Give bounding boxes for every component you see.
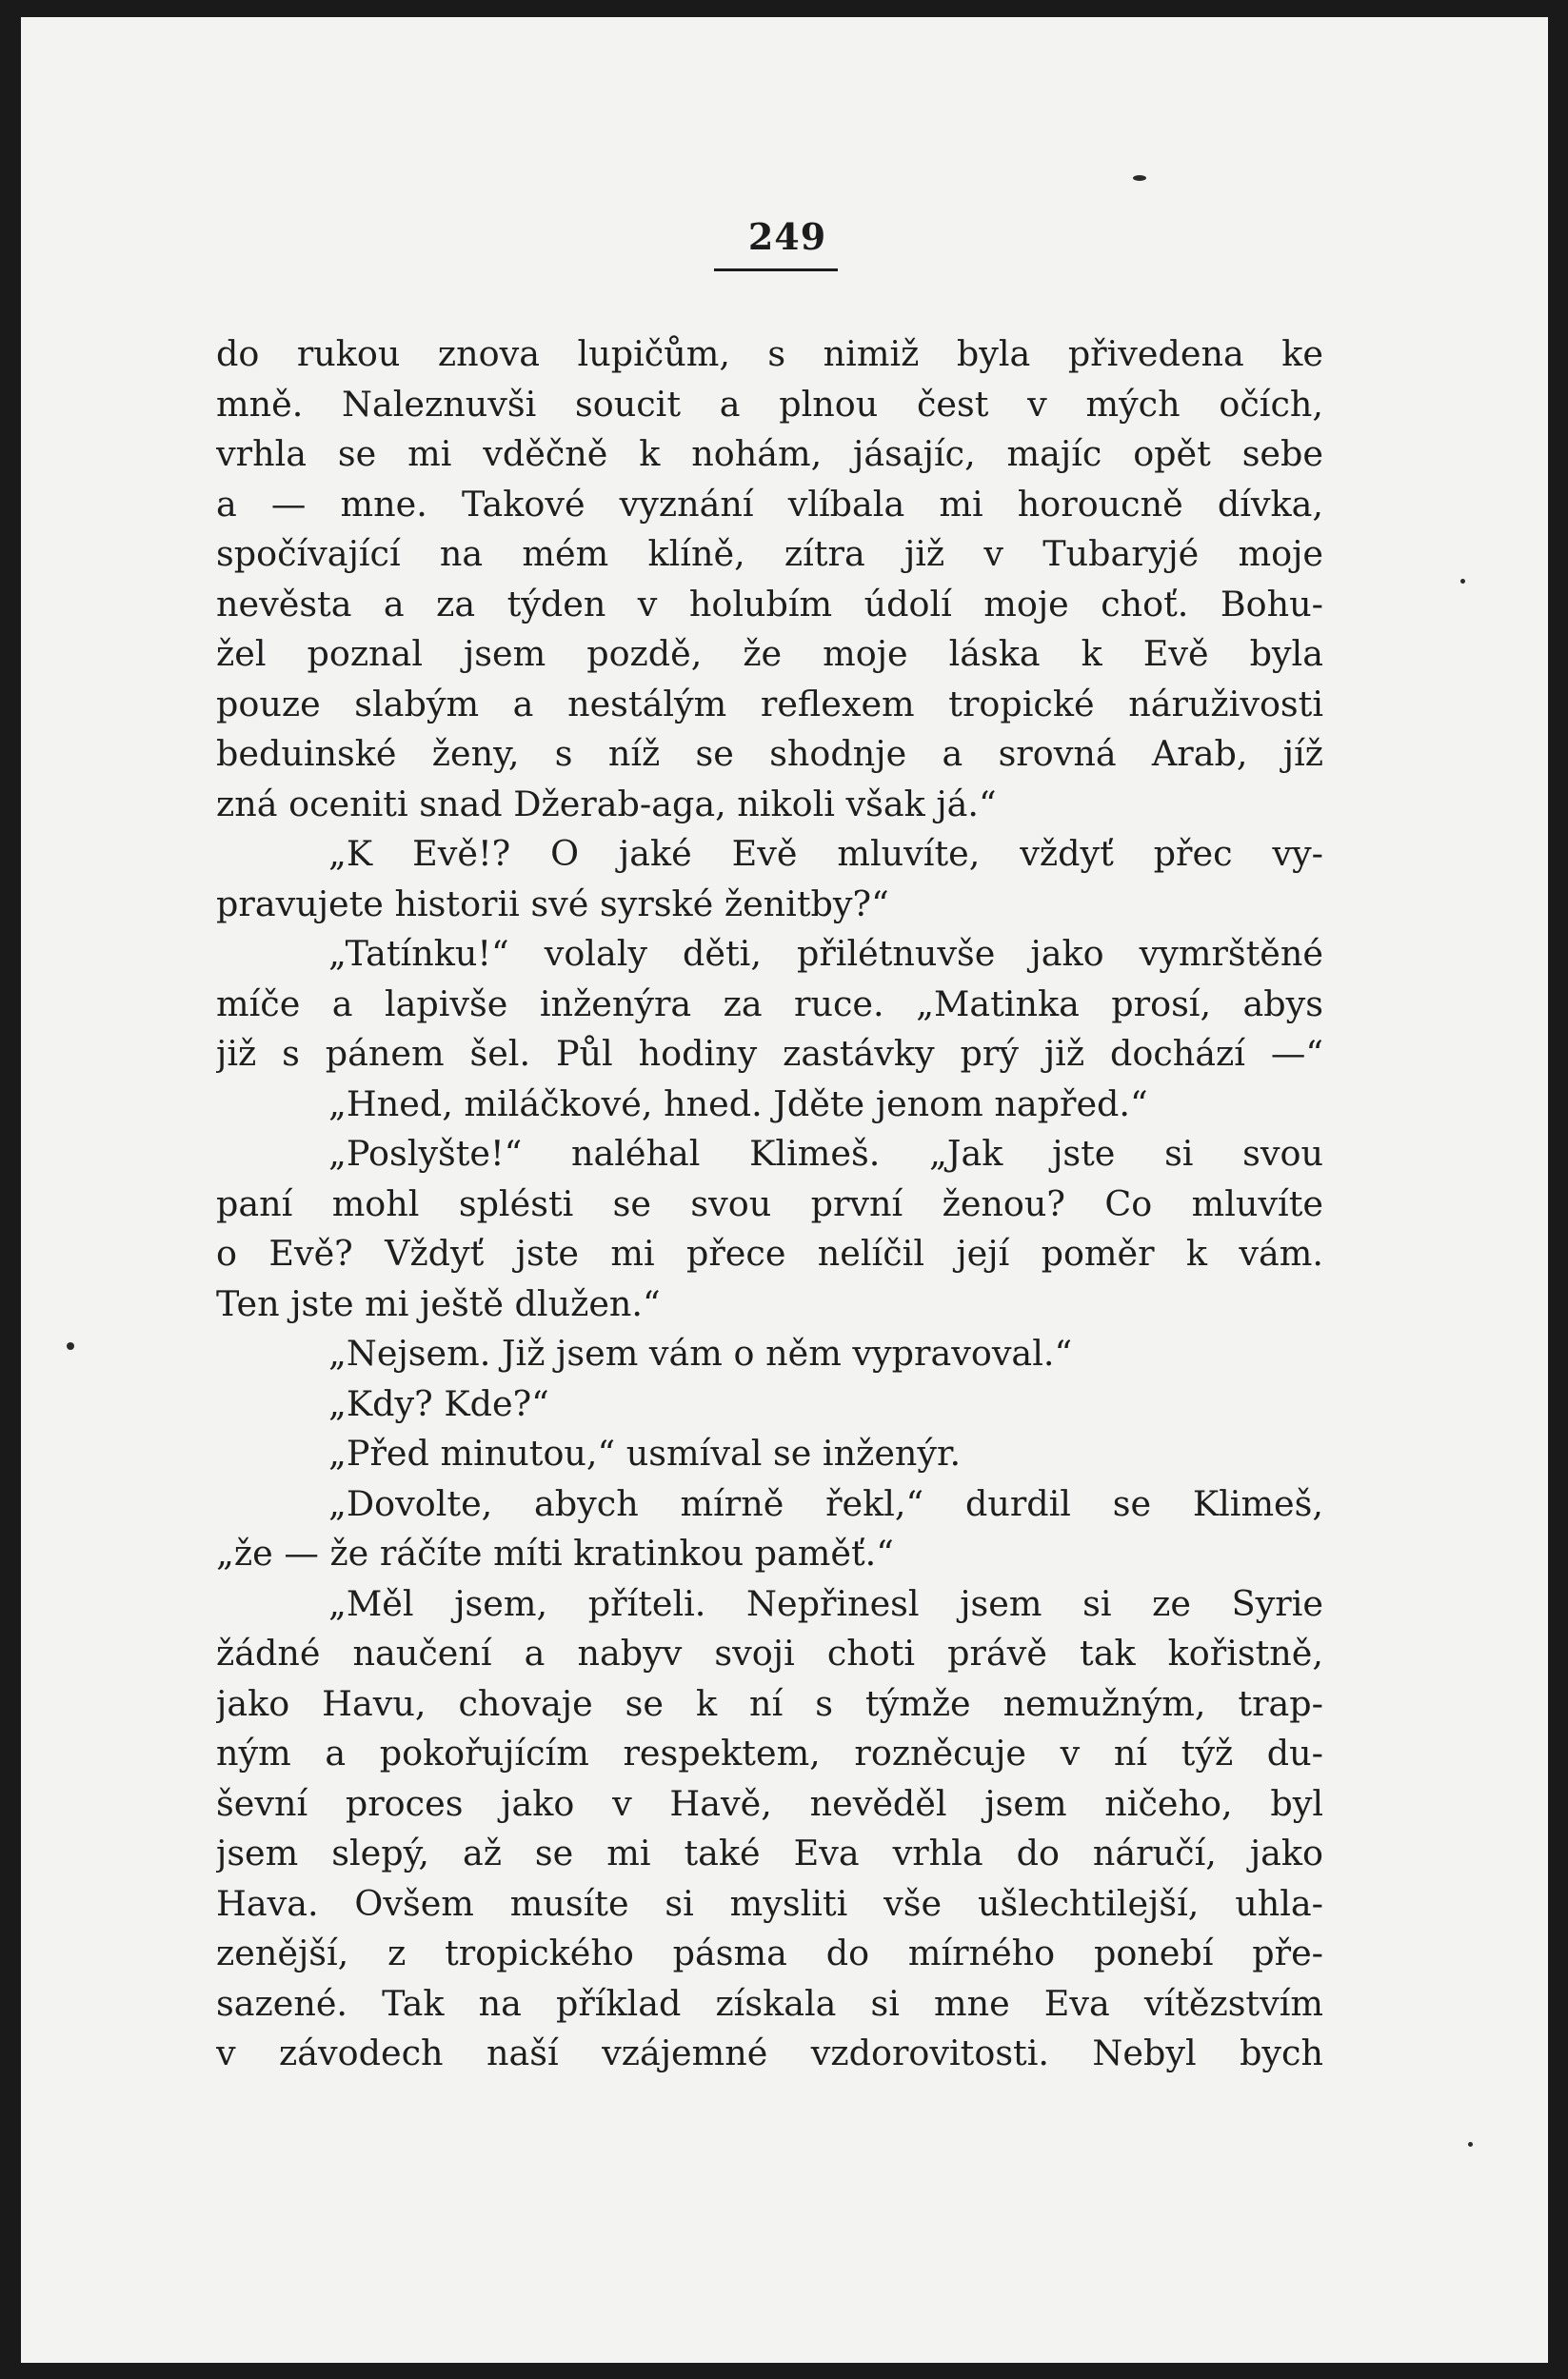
text-line: „K Evě!? O jaké Evě mluvíte, vždyť přec vy- [328,833,1323,874]
paper-speck [1133,175,1146,181]
text-line: pravujete historii své syrské ženitby?“ [216,882,889,924]
text-line: spočívající na mém klíně, zítra již v Tubaryjé moje [216,533,1323,574]
text-line: jsem slepý, až se mi také Eva vrhla do náručí, jako [216,1833,1323,1873]
text-line: nevěsta a za týden v holubím údolí moje choť. Bohu- [216,583,1323,624]
book-page [21,17,1548,2363]
text-line: žel poznal jsem pozdě, že moje láska k Evě byla [216,633,1323,674]
text-line: „Měl jsem, příteli. Nepřinesl jsem si ze Syrie [328,1582,1323,1624]
text-line: pouze slabým a nestálým reflexem tropické náruživosti [216,683,1323,724]
paper-speck [1468,2142,1473,2147]
text-line: míče a lapivše inženýra za ruce. „Matinka prosí, abys [216,982,1323,1024]
text-line: o Evě? Vždyť jste mi přece nelíčil její poměr k vám. [216,1233,1323,1274]
body-text [216,329,1323,2079]
text-line: ným a pokořujícím respektem, rozněcuje v ní týž du- [216,1733,1323,1774]
text-line: „Tatínku!“ volaly děti, přilétnuvše jako vymrštěné [328,933,1323,974]
text-line: „že — že ráčíte míti kratinkou paměť.“ [216,1533,894,1574]
text-line: v závodech naší vzájemné vzdorovitosti. Nebyl bych [216,2032,1323,2073]
text-line: zná oceniti snad Džerab-aga, nikoli však já.“ [216,783,997,824]
paper-speck [67,1342,74,1350]
text-line: do rukou znova lupičům, s nimiž byla přivedena ke [216,333,1323,374]
text-line: „Kdy? Kde?“ [328,1382,549,1424]
text-line: „Dovolte, abych mírně řekl,“ durdil se Klimeš, [328,1482,1323,1524]
text-line: „Poslyšte!“ naléhal Klimeš. „Jak jste si svou [328,1133,1323,1174]
text-line: ševní proces jako v Havě, nevěděl jsem ničeho, byl [216,1782,1323,1824]
text-line: jako Havu, chovaje se k ní s týmže nemužným, trap- [216,1682,1323,1724]
text-line: beduinské ženy, s níž se shodnje a srovná Arab, jíž [216,733,1323,774]
text-line: paní mohl splésti se svou první ženou? Co mluvíte [216,1182,1323,1224]
text-line: sazené. Tak na příklad získala si mne Eva vítězstvím [216,1982,1323,2024]
text-line: vrhla se mi vděčně k nohám, jásajíc, majíc opět sebe [216,433,1323,474]
text-line: Hava. Ovšem musíte si mysliti vše ušlechtilejší, uhla- [216,1882,1323,1924]
text-line: zenější, z tropického pásma do mírného ponebí pře- [216,1933,1323,1973]
text-line: již s pánem šel. Půl hodiny zastávky prý již dochází —“ [216,1033,1323,1074]
text-line: „Před minutou,“ usmíval se inženýr. [328,1433,962,1474]
text-line: „Nejsem. Již jsem vám o něm vypravoval.“ [328,1333,1073,1374]
text-line: Ten jste mi ještě dlužen.“ [216,1282,661,1324]
text-line: a — mne. Takové vyznání vlíbala mi horoucně dívka, [216,483,1323,525]
text-line: „Hned, miláčkové, hned. Jděte jenom napřed.“ [328,1082,1148,1124]
text-line: mně. Naleznuvši soucit a plnou čest v mých očích, [216,383,1323,425]
page-number: 249 [747,215,827,258]
text-line: žádné naučení a nabyv svoji choti právě tak kořistně, [216,1633,1323,1674]
page-number-underline [714,268,838,271]
paper-speck [1460,579,1465,584]
